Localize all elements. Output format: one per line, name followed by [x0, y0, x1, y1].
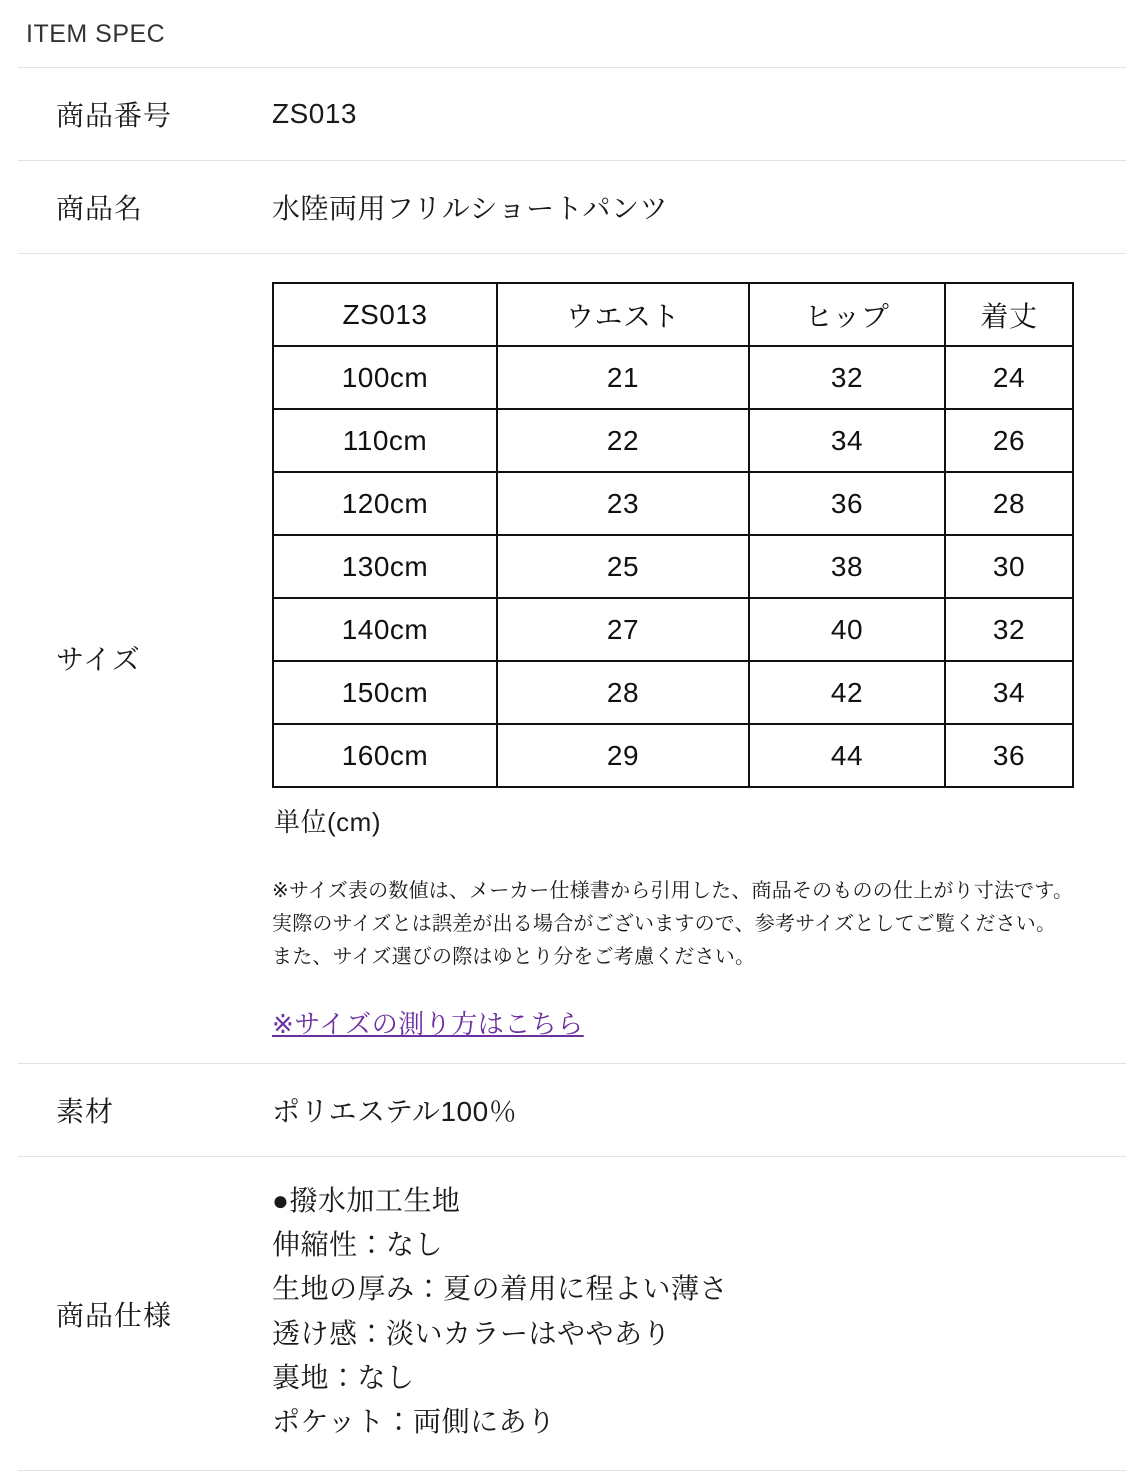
size-chart-row: [273, 535, 1073, 598]
size-chart-cell: 130cm: [273, 535, 497, 598]
page-title: ITEM SPEC: [26, 20, 166, 48]
size-chart-row: [273, 346, 1073, 409]
size-chart-cell: 34: [945, 661, 1073, 724]
value-detail: [268, 1157, 1126, 1471]
spec-row-item-name: [18, 161, 1126, 254]
size-chart-cell: 140cm: [273, 598, 497, 661]
detail-line: 裏地：なし: [272, 1361, 415, 1393]
label-item-name: 商品名: [56, 193, 144, 224]
size-chart-cell: 28: [945, 472, 1073, 535]
detail-line: 生地の厚み：夏の着用に程よい薄さ: [272, 1273, 729, 1305]
size-chart-cell: 32: [945, 598, 1073, 661]
value-material: ポリエステル100％: [272, 1096, 518, 1127]
detail-line-list: [272, 1179, 1106, 1444]
size-chart-cell: 100cm: [273, 346, 497, 409]
detail-line: 伸縮性：なし: [272, 1229, 444, 1261]
size-chart-row: [273, 598, 1073, 661]
size-chart-cell: 38: [749, 535, 945, 598]
size-chart-cell: 28: [497, 661, 749, 724]
size-chart-cell: 110cm: [273, 409, 497, 472]
value-item-name: 水陸両用フリルショートパンツ: [272, 193, 669, 224]
size-chart-row: [273, 724, 1073, 787]
size-disclaimer-line: また、サイズ選びの際はゆとり分をご考慮ください。: [272, 946, 756, 968]
size-chart-header-row: [273, 283, 1073, 346]
size-chart-table: [272, 282, 1074, 788]
size-chart-cell: 29: [497, 724, 749, 787]
size-chart-header-cell: ウエスト: [497, 283, 749, 346]
item-spec-table: [18, 67, 1126, 1471]
size-disclaimer-line: ※サイズ表の数値は、メーカー仕様書から引用した、商品そのものの仕上がり寸法です。: [272, 880, 1074, 902]
size-chart-header-cell: ヒップ: [749, 283, 945, 346]
size-chart-cell: 36: [945, 724, 1073, 787]
spec-row-size: [18, 254, 1126, 1064]
spec-row-material: [18, 1064, 1126, 1157]
size-chart-row: [273, 661, 1073, 724]
spec-row-item-number: [18, 68, 1126, 161]
value-item-number: ZS013: [272, 98, 357, 129]
size-disclaimer-line: 実際のサイズとは誤差が出る場合がございますので、参考サイズとしてご覧ください。: [272, 913, 1057, 935]
size-chart-cell: 25: [497, 535, 749, 598]
size-chart-cell: 30: [945, 535, 1073, 598]
size-chart-cell: 160cm: [273, 724, 497, 787]
size-measure-guide-link[interactable]: ※サイズの測り方はこちら: [272, 1009, 584, 1039]
size-chart-cell: 21: [497, 346, 749, 409]
size-chart-cell: 36: [749, 472, 945, 535]
size-chart-cell: 34: [749, 409, 945, 472]
detail-line: 透け感：淡いカラーはややあり: [272, 1317, 672, 1349]
size-chart-cell: 120cm: [273, 472, 497, 535]
size-chart-cell: 26: [945, 409, 1073, 472]
size-chart-header-cell: ZS013: [273, 283, 497, 346]
size-disclaimer: [272, 839, 1106, 974]
label-detail: 商品仕様: [56, 1299, 173, 1331]
label-size: サイズ: [56, 643, 141, 675]
size-chart-cell: 40: [749, 598, 945, 661]
size-chart-cell: 23: [497, 472, 749, 535]
detail-line: ポケット：両側にあり: [272, 1406, 556, 1438]
value-size: [268, 254, 1126, 1064]
size-unit-note: 単位(cm): [274, 807, 381, 837]
size-chart-row: [273, 472, 1073, 535]
size-chart-cell: 32: [749, 346, 945, 409]
size-chart-row: [273, 409, 1073, 472]
spec-row-detail: [18, 1157, 1126, 1471]
size-chart-cell: 44: [749, 724, 945, 787]
detail-line: ●撥水加工生地: [272, 1185, 461, 1216]
size-chart-cell: 22: [497, 409, 749, 472]
label-item-number: 商品番号: [56, 100, 173, 131]
size-chart-cell: 27: [497, 598, 749, 661]
size-chart-cell: 150cm: [273, 661, 497, 724]
size-chart-header-cell: 着丈: [945, 283, 1073, 346]
size-chart-cell: 42: [749, 661, 945, 724]
size-chart-cell: 24: [945, 346, 1073, 409]
label-material: 素材: [56, 1096, 115, 1127]
